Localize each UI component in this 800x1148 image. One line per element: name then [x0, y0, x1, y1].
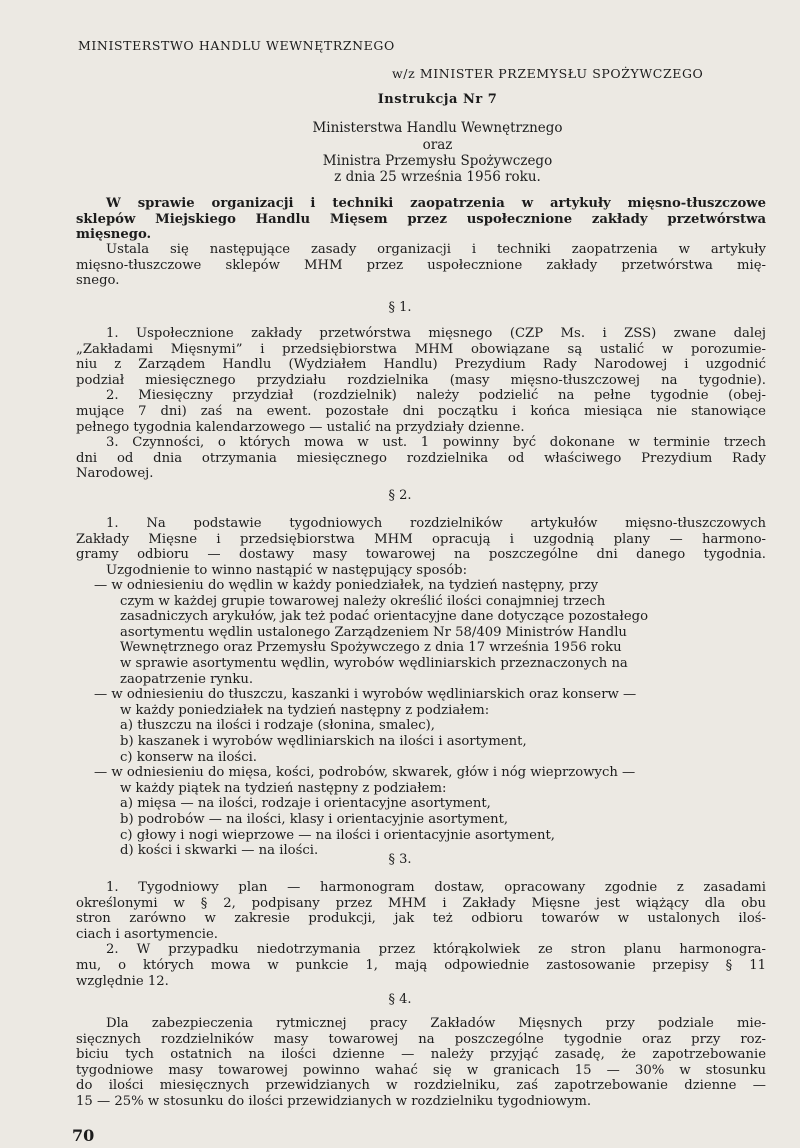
section-line: ciach i asortymencie.	[76, 926, 218, 942]
intro-line: mięsno-tłuszczowe sklepów MHM przez uspołecznione zakłady przetwórstwa mię-	[76, 257, 766, 273]
title-line-1: Ministerstwa Handlu Wewnętrznego	[312, 120, 563, 136]
section-line: „Zakładami Mięsnymi” i przedsiębiorstwa MHM obowiązane są ustalić w porozumie-	[76, 341, 766, 357]
section-line: 15 — 25% w stosunku do ilości przewidzianych w rozdzielniku tygodniowym.	[76, 1093, 592, 1109]
section-1-body	[76, 326, 766, 482]
section-line: mu, o których mowa w punkcie 1, mają odpowiednie zastosowanie przepisy § 11	[76, 957, 766, 973]
list-item: czym w każdej grupie towarowej należy określić ilości conajmniej trzech	[120, 593, 606, 609]
section-line: biciu tych ostatnich na ilości dzienne — należy przyjąć zasadę, że zapotrzebowanie	[76, 1047, 766, 1063]
title-line-2: oraz	[422, 137, 453, 153]
section-line: podział miesięcznego przydziału rozdzielnika (masy mięsno-tłuszczowej na tygodnie).	[76, 372, 766, 388]
page-number: 70	[72, 1126, 95, 1145]
section-line: pełnego tygodnia kalendarzowego — ustalić na przydziały dzienne.	[76, 419, 525, 435]
list-item: b) kaszanek i wyrobów wędliniarskich na ilości i asortyment,	[120, 733, 527, 749]
section-line: mujące 7 dni) zaś na ewent. pozostałe dni początku i końca miesiąca nie stanowiące	[76, 403, 766, 419]
section-1-heading: § 1.	[388, 300, 412, 315]
list-item: w każdy piątek na tydzień następny z podziałem:	[120, 780, 447, 796]
section-line: określonymi w § 2, podpisany przez MHM i Zakłady Mięsne jest wiążący dla obu	[76, 895, 766, 911]
list-item: b) podrobów — na ilości, klasy i orientacyjnie asortyment,	[120, 811, 509, 827]
list-item: — w odniesieniu do mięsa, kości, podrobów, skwarek, głów i nóg wieprzowych —	[94, 765, 636, 781]
section-line: tygodniowe masy towarowej powinno wahać się w granicach 15 — 30% w stosunku	[76, 1062, 766, 1078]
instruction-title: Instrukcja Nr 7	[377, 92, 498, 107]
section-line: sięcznych rozdzielników masy towarowej na poszczególne tygodnie oraz przy roz-	[76, 1031, 766, 1047]
ministry-header: MINISTERSTWO HANDLU WEWNĘTRZNEGO	[78, 38, 395, 53]
section-4-body	[76, 1016, 766, 1110]
section-2-body	[76, 516, 766, 578]
section-line: gramy odbioru — dostawy masy towarowej na poszczególne dni danego tygodnia.	[76, 547, 766, 563]
list-item: Wewnętrznego oraz Przemysłu Spożywczego z dnia 17 września 1956 roku	[120, 640, 622, 656]
minister-header: w/z MINISTER PRZEMYSŁU SPOŻYWCZEGO	[392, 66, 704, 81]
subject-line: sklepów Miejskiego Handlu Mięsem przez uspołecznione zakłady przetwórstwa	[76, 211, 766, 227]
list-item: a) mięsa — na ilości, rodzaje i orientacyjne asortyment,	[120, 796, 491, 812]
section-line: stron zarówno w zakresie produkcji, jak też odbioru towarów w ustalonych iloś-	[76, 911, 766, 927]
intro-line: snego.	[76, 273, 120, 289]
subject-line: W sprawie organizacji i techniki zaopatrzenia w artykuły mięsno-tłuszczowe	[106, 196, 766, 211]
list-item: d) kości i skwarki — na ilości.	[120, 843, 319, 859]
list-item: c) głowy i nogi wieprzowe — na ilości i orientacyjnie asortyment,	[120, 827, 555, 843]
section-2-heading: § 2.	[388, 488, 412, 503]
section-line: do ilości miesięcznych przewidzianych w rozdzielniku, zaś zapotrzebowanie dzienne —	[76, 1078, 766, 1094]
list-item: — w odniesieniu do wędlin w każdy poniedziałek, na tydzień następny, przy	[94, 578, 599, 593]
list-item: asortymentu wędlin ustalonego Zarządzeniem Nr 58/409 Ministrów Handlu	[120, 624, 627, 640]
section-3-body	[76, 880, 766, 989]
section-4-heading: § 4.	[388, 992, 412, 1007]
list-item: c) konserw na ilości.	[120, 749, 257, 765]
title-line-4: z dnia 25 września 1956 roku.	[334, 169, 541, 185]
list-item: zaopatrzenie rynku.	[120, 671, 254, 687]
section-line: niu z Zarządem Handlu (Wydziałem Handlu) Prezydium Rady Narodowej i uzgodnić	[76, 357, 766, 373]
list-item: zasadniczych arykułów, jak też podać orientacyjne dane dotyczące pozostałego	[120, 609, 649, 625]
section-line: 2. W przypadku niedotrzymania przez którąkolwiek ze stron planu harmonogra-	[106, 942, 766, 958]
section-3-heading: § 3.	[388, 852, 412, 867]
subject-paragraph	[76, 196, 766, 243]
title-line-3: Ministra Przemysłu Spożywczego	[322, 153, 553, 169]
section-line: Zakłady Mięsne i przedsiębiorstwa MHM opracują i uzgodnią plany — harmono-	[76, 531, 766, 547]
section-line: dni od dnia otrzymania miesięcznego rozdzielnika od właściwego Prezydium Rady	[76, 450, 766, 466]
list-item: — w odniesieniu do tłuszczu, kaszanki i wyrobów wędliniarskich oraz konserw —	[94, 687, 637, 703]
section-line: Uzgodnienie to winno nastąpić w następujący sposób:	[106, 562, 468, 578]
section-line: 3. Czynności, o których mowa w ust. 1 powinny być dokonane w terminie trzech	[106, 435, 766, 451]
section-2-list	[94, 578, 766, 859]
list-item: w każdy poniedziałek na tydzień następny z podziałem:	[120, 702, 490, 718]
subject-line: mięsnego.	[76, 227, 152, 243]
section-line: 1. Tygodniowy plan — harmonogram dostaw, opracowany zgodnie z zasadami	[106, 880, 766, 895]
section-line: 1. Na podstawie tygodniowych rozdzielników artykułów mięsno-tłuszczowych	[106, 516, 766, 531]
section-line: Narodowej.	[76, 466, 154, 482]
section-line: Dla zabezpieczenia rytmicznej pracy Zakładów Mięsnych przy podziale mie-	[106, 1016, 766, 1031]
section-line: względnie 12.	[76, 973, 169, 989]
section-line: 1. Uspołecznione zakłady przetwórstwa mięsnego (CZP Ms. i ZSS) zwane dalej	[106, 326, 766, 341]
section-line: 2. Miesięczny przydział (rozdzielnik) należy podzielić na pełne tygodnie (obej-	[106, 388, 766, 404]
list-item: w sprawie asortymentu wędlin, wyrobów wędliniarskich przeznaczonych na	[120, 655, 628, 671]
list-item: a) tłuszczu na ilości i rodzaje (słonina, smalec),	[120, 718, 435, 734]
intro-paragraph	[76, 242, 766, 289]
intro-line: Ustala się następujące zasady organizacji i techniki zaopatrzenia w artykuły	[106, 242, 766, 257]
